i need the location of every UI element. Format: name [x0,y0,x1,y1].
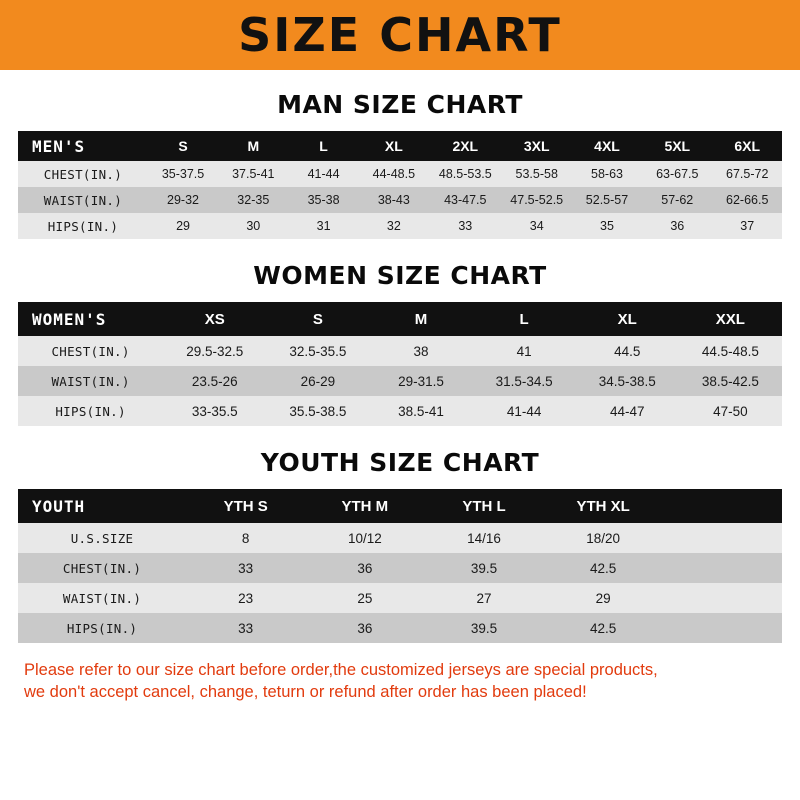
cell: 39.5 [470,560,498,576]
cell: 47-50 [713,403,748,419]
table-row [18,336,782,366]
men-row-header: MEN'S [18,131,148,161]
cell: 31 [316,219,331,233]
cell: 33 [238,620,254,636]
cell: 33-35.5 [191,403,238,419]
cell: 36 [357,620,373,636]
youth-section-title: YOUTH SIZE CHART [260,448,540,477]
cell: 34 [529,219,544,233]
chart-body [0,70,800,800]
cell: 29-32 [167,193,199,207]
cell: 53.5-58 [515,167,558,181]
cell: 38 [413,343,429,359]
cell: 36 [670,219,685,233]
table-row [18,213,782,239]
cell-spacer [663,583,782,613]
cell: 38.5-41 [398,403,444,419]
page-title: SIZE CHART [238,8,562,62]
disclaimer-line-1: Please refer to our size chart before order,the customized jerseys are special products, [24,661,658,679]
men-section-title: MAN SIZE CHART [277,90,523,119]
cell: 35 [600,219,614,233]
cell: 44-48.5 [372,167,416,181]
cell: 62-66.5 [726,193,769,207]
men-col-l: L [288,131,358,161]
cell: 41-44 [506,403,542,419]
women-header-row [18,302,782,336]
cell: 32.5-35.5 [289,343,347,359]
cell: 36 [357,560,373,576]
cell: 67.5-72 [726,167,769,181]
cell: 44-47 [609,403,645,419]
youth-col-l: YTH L [424,489,543,523]
youth-col-s: YTH S [186,489,305,523]
women-col-xxl: XXL [679,302,782,336]
cell: 29 [595,590,611,606]
table-row [18,583,782,613]
men-col-3xl: 3XL [502,131,572,161]
table-row [18,366,782,396]
cell: 29-31.5 [398,373,444,389]
cell: 35.5-38.5 [289,403,347,419]
cell: 42.5 [590,620,617,636]
cell: 37 [740,219,755,233]
cell: 34.5-38.5 [598,373,656,389]
cell: 39.5 [470,620,498,636]
cell: 41 [516,343,532,359]
cell: 38.5-42.5 [701,373,759,389]
youth-row-waist-label: WAIST(IN.) [62,590,142,606]
header-banner [0,0,800,70]
cell-spacer [663,613,782,643]
table-row [18,396,782,426]
cell: 38-43 [377,193,410,207]
table-row [18,613,782,643]
table-row [18,523,782,553]
men-col-4xl: 4XL [572,131,642,161]
youth-row-chest-label: CHEST(IN.) [62,560,142,576]
women-size-table [18,302,782,426]
men-header-row [18,131,782,161]
cell: 18/20 [586,530,621,546]
cell: 29 [176,219,190,233]
cell: 26-29 [300,373,336,389]
table-row [18,161,782,187]
cell: 25 [357,590,373,606]
cell: 33 [238,560,254,576]
cell: 44.5-48.5 [701,343,759,359]
youth-header-row [18,489,782,523]
cell: 47.5-52.5 [510,193,564,207]
cell: 37.5-41 [232,167,275,181]
youth-col-m: YTH M [305,489,424,523]
cell: 57-62 [661,193,694,207]
women-row-header: WOMEN'S [18,302,163,336]
cell: 30 [246,219,261,233]
cell-spacer [663,523,782,553]
disclaimer-note [18,659,782,714]
cell: 23.5-26 [191,373,238,389]
youth-row-hips-label: HIPS(IN.) [66,620,138,636]
men-col-m: M [218,131,288,161]
cell: 58-63 [591,167,623,181]
youth-row-header: YOUTH [18,489,186,523]
women-row-waist-label: WAIST(IN.) [51,373,130,389]
cell: 14/16 [467,530,501,546]
cell: 52.5-57 [585,193,629,207]
cell: 63-67.5 [656,167,699,181]
cell: 35-37.5 [161,167,205,181]
youth-row-ussize-label: U.S.SIZE [70,530,134,546]
men-row-waist-label: WAIST(IN.) [43,192,123,208]
women-row-chest-label: CHEST(IN.) [51,343,130,359]
cell: 31.5-34.5 [495,373,553,389]
table-row [18,187,782,213]
cell: 48.5-53.5 [438,167,492,181]
cell: 27 [476,590,492,606]
disclaimer-line-2: we don't accept cancel, change, teturn or refund after order has been placed! [24,683,587,702]
youth-size-table [18,489,782,643]
men-row-chest-label: CHEST(IN.) [43,166,123,182]
cell-spacer [663,553,782,583]
cell: 35-38 [307,193,340,207]
women-col-l: L [473,302,576,336]
men-row-hips-label: HIPS(IN.) [47,218,119,234]
men-col-s: S [148,131,218,161]
women-col-s: S [266,302,369,336]
men-col-2xl: 2XL [429,131,502,161]
cell: 23 [238,590,254,606]
cell: 33 [458,219,473,233]
men-col-xl: XL [359,131,429,161]
women-col-xs: XS [163,302,266,336]
cell: 29.5-32.5 [186,343,244,359]
cell: 41-44 [307,167,340,181]
cell: 32 [386,219,401,233]
cell: 42.5 [590,560,617,576]
table-row [18,553,782,583]
cell: 32-35 [237,193,270,207]
cell: 10/12 [347,530,382,546]
men-col-5xl: 5XL [642,131,712,161]
women-section-title: WOMEN SIZE CHART [253,261,547,290]
women-col-m: M [369,302,472,336]
youth-col-xl: YTH XL [544,489,663,523]
cell: 8 [241,530,250,546]
men-col-6xl: 6XL [712,131,782,161]
cell: 43-47.5 [444,193,487,207]
youth-col-spacer [663,489,782,523]
women-col-xl: XL [576,302,679,336]
men-size-table [18,131,782,239]
cell: 44.5 [614,343,641,359]
women-row-hips-label: HIPS(IN.) [55,403,126,419]
